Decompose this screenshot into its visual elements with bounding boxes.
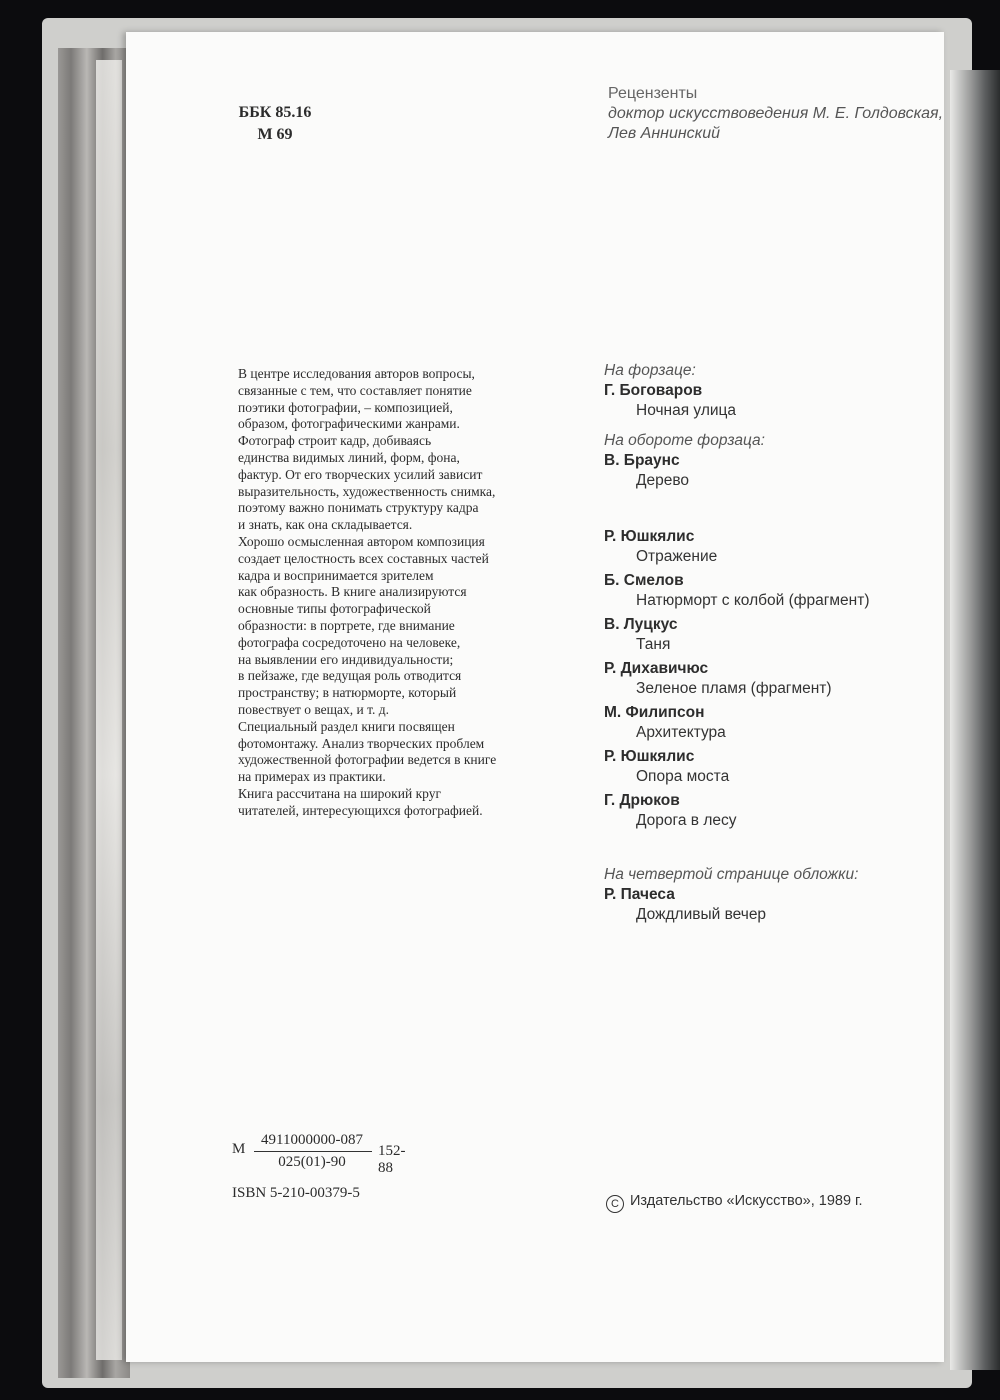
credit-work: Таня xyxy=(636,636,671,653)
annotation-line: образности: в портрете, где внимание xyxy=(238,617,455,633)
annotation-line: основные типы фотографической xyxy=(238,601,431,617)
endpaper-back-heading: На обороте форзаца: xyxy=(604,432,765,449)
catalog-code: 152-88 xyxy=(378,1143,406,1176)
annotation-line: Хорошо осмысленная автором композиция xyxy=(238,533,485,549)
credit-author: Р. Дихавичюс xyxy=(604,660,709,677)
next-page-photo-edge xyxy=(950,70,1000,1370)
page-fold-strip xyxy=(96,60,122,1360)
annotation-line: на выявлении его индивидуальности; xyxy=(238,651,454,667)
catalog-numerator: 4911000000-087 xyxy=(261,1132,363,1148)
reviewers-label: Рецензенты xyxy=(608,85,698,102)
catalog-letter: М xyxy=(232,1141,246,1157)
copyright-line xyxy=(606,1193,863,1213)
annotation-line: фактур. От его творческих усилий зависит xyxy=(238,466,483,482)
annotation-line: фотомонтажу. Анализ творческих проблем xyxy=(238,735,485,751)
annotation-line: образом, фотографическими жанрами. xyxy=(238,416,460,432)
back-cover-heading: На четвертой странице обложки: xyxy=(604,866,859,883)
annotation-line: кадра и воспринимается зрителем xyxy=(238,567,434,583)
annotation-line: Специальный раздел книги посвящен xyxy=(238,718,455,734)
catalog-denominator: 025(01)-90 xyxy=(278,1154,346,1170)
reviewer-line-1: доктор искусствоведения М. Е. Голдовская, xyxy=(608,105,944,122)
credit-work: Зеленое пламя (фрагмент) xyxy=(636,680,832,697)
credit-author: Б. Смелов xyxy=(604,572,684,589)
credit-work: Опора моста xyxy=(636,768,730,785)
classification-block xyxy=(230,102,320,146)
annotation-line: создает целостность всех составных частей xyxy=(238,550,489,566)
credit-author: Р. Юшкялис xyxy=(604,528,695,545)
credit-author: В. Браунс xyxy=(604,452,680,469)
bbk-code: ББК 85.16 xyxy=(238,104,312,121)
annotation-line: на примерах из практики. xyxy=(238,769,386,785)
annotation-line: связанные с тем, что составляет понятие xyxy=(238,382,472,398)
isbn: ISBN 5-210-00379-5 xyxy=(232,1185,360,1201)
annotation-line: в пейзаже, где ведущая роль отводится xyxy=(238,668,462,684)
credit-author: Г. Боговаров xyxy=(604,382,703,399)
illustration-credits xyxy=(604,355,944,929)
annotation-line: поэтому важно понимать структуру кадра xyxy=(238,500,479,516)
credit-author: Р. Пачеса xyxy=(604,886,675,903)
annotation-line: Фотограф строит кадр, добиваясь xyxy=(238,433,432,449)
endpaper-heading: На форзаце: xyxy=(604,362,696,379)
annotation-line: Книга рассчитана на широкий круг xyxy=(238,785,441,801)
copyright-icon: C xyxy=(606,1195,624,1213)
credit-work: Дерево xyxy=(636,472,690,489)
annotation-line: повествует о вещах, и т. д. xyxy=(238,701,390,717)
annotation-line: выразительность, художественность снимка, xyxy=(238,483,496,499)
credit-work: Отражение xyxy=(636,548,718,565)
reviewers-block xyxy=(608,84,943,144)
annotation-line: и знать, как она складывается. xyxy=(238,517,413,533)
author-mark: М 69 xyxy=(257,126,293,143)
annotation-line: читателей, интересующихся фотографией. xyxy=(238,802,483,818)
reviewer-line-2: Лев Аннинский xyxy=(608,125,720,142)
annotation-line: единства видимых линий, форм, фона, xyxy=(238,449,460,465)
credit-work: Ночная улица xyxy=(636,402,737,419)
credit-work: Дождливый вечер xyxy=(636,906,767,923)
credit-author: Р. Юшкялис xyxy=(604,748,695,765)
annotation-line: фотографа сосредоточено на человеке, xyxy=(238,634,461,650)
annotation-line: пространству; в натюрморте, который xyxy=(238,685,457,701)
credit-author: В. Луцкус xyxy=(604,616,678,633)
credit-author: Г. Дрюков xyxy=(604,792,680,809)
credit-work: Дорога в лесу xyxy=(636,812,737,829)
copyright-text: Издательство «Искусство», 1989 г. xyxy=(630,1193,863,1209)
book-annotation xyxy=(238,366,538,820)
annotation-line: поэтики фотографии, – композицией, xyxy=(238,399,453,415)
annotation-line: В центре исследования авторов вопросы, xyxy=(238,366,475,381)
credits-spacer xyxy=(604,495,944,527)
annotation-line: художественной фотографии ведется в книге xyxy=(238,752,497,768)
fraction-line xyxy=(254,1151,372,1152)
credit-work: Архитектура xyxy=(636,724,726,741)
credits-spacer xyxy=(604,835,944,859)
plates-list xyxy=(604,527,944,835)
credit-author: М. Филипсон xyxy=(604,704,705,721)
annotation-line: как образность. В книге анализируются xyxy=(238,584,467,600)
credit-work: Натюрморт с колбой (фрагмент) xyxy=(636,592,870,609)
